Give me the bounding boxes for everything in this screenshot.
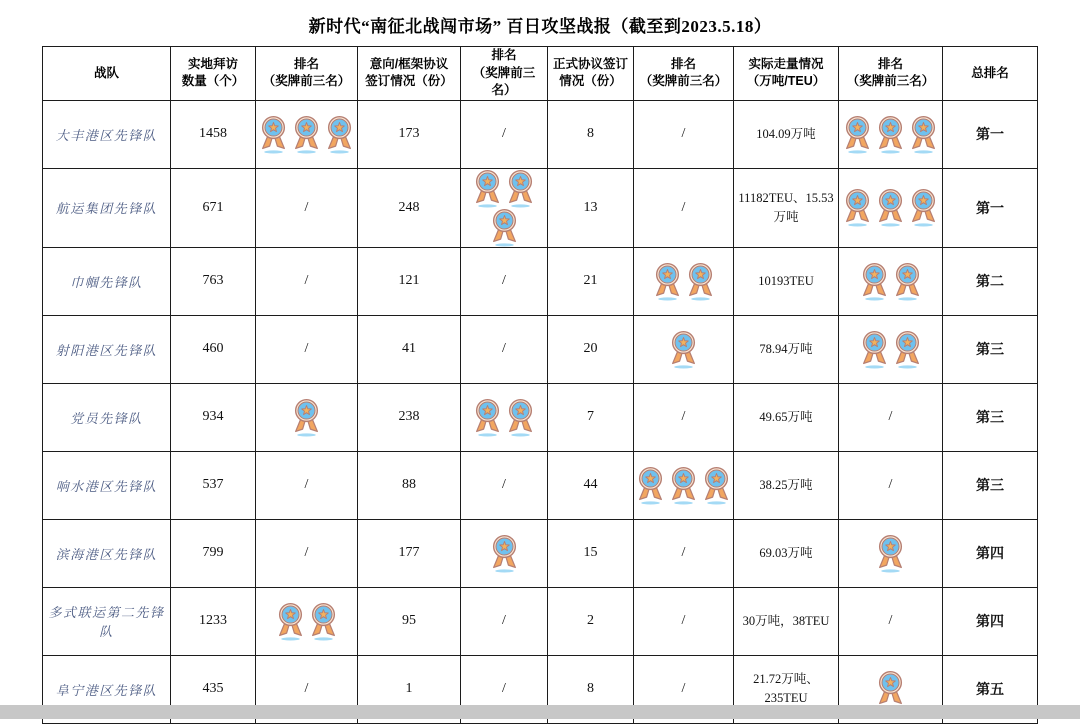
- table-row: [43, 168, 1038, 247]
- overall-rank-cell: 第五: [943, 655, 1038, 723]
- volume-cell: 78.94万吨: [734, 315, 839, 383]
- team-name-cell: 滨海港区先锋队: [43, 519, 171, 587]
- medal-icon: [652, 262, 683, 301]
- medal-icon: [908, 188, 939, 227]
- volume-rank-cell: /: [839, 383, 943, 451]
- visits-count-cell: 934: [171, 383, 256, 451]
- medal-icon: [875, 534, 906, 573]
- intent-agreements-cell: 88: [358, 451, 461, 519]
- medal-icon: [668, 466, 699, 505]
- visits-count-cell: 1458: [171, 100, 256, 168]
- intent-agreements-cell: 173: [358, 100, 461, 168]
- visits-count-cell: 763: [171, 247, 256, 315]
- page-title: 新时代“南征北战闯市场” 百日攻坚战报（截至到2023.5.18）: [308, 17, 772, 36]
- visits-count-cell: 1233: [171, 587, 256, 655]
- intent-rank-cell: /: [461, 655, 548, 723]
- medal-icon: [489, 208, 520, 247]
- formal-rank-cell: /: [634, 383, 734, 451]
- overall-rank-cell: 第三: [943, 383, 1038, 451]
- formal-agreements-cell: 13: [548, 168, 634, 247]
- volume-cell: 30万吨，38TEU: [734, 587, 839, 655]
- formal-agreements-cell: 2: [548, 587, 634, 655]
- intent-rank-cell: /: [461, 587, 548, 655]
- medal-icon: [472, 169, 503, 208]
- intent-agreements-cell: 1: [358, 655, 461, 723]
- formal-rank-cell: [634, 315, 734, 383]
- page-bottom-edge: [0, 705, 1080, 719]
- visits-rank-cell: /: [256, 519, 358, 587]
- intent-rank-cell: [461, 168, 548, 247]
- table-header: [43, 47, 1038, 101]
- medal-icon: [701, 466, 732, 505]
- visits-rank-cell: [256, 100, 358, 168]
- volume-rank-cell: [839, 247, 943, 315]
- overall-rank-cell: 第三: [943, 451, 1038, 519]
- table-row: [43, 587, 1038, 655]
- column-header-8: 排名 （奖牌前三名）: [839, 47, 943, 101]
- medal-icon: [859, 330, 890, 369]
- visits-rank-cell: /: [256, 451, 358, 519]
- formal-rank-cell: /: [634, 519, 734, 587]
- medal-icon: [875, 670, 906, 709]
- intent-agreements-cell: 41: [358, 315, 461, 383]
- visits-count-cell: 671: [171, 168, 256, 247]
- intent-agreements-cell: 238: [358, 383, 461, 451]
- medal-icon: [685, 262, 716, 301]
- formal-agreements-cell: 7: [548, 383, 634, 451]
- table-row: [43, 451, 1038, 519]
- column-header-6: 排名 （奖牌前三名）: [634, 47, 734, 101]
- table-row: [43, 100, 1038, 168]
- volume-rank-cell: [839, 315, 943, 383]
- medal-icon: [291, 115, 322, 154]
- battle-report-table: [42, 46, 1038, 724]
- team-name-cell: 大丰港区先锋队: [43, 100, 171, 168]
- overall-rank-cell: 第三: [943, 315, 1038, 383]
- volume-rank-cell: /: [839, 451, 943, 519]
- medal-icon: [258, 115, 289, 154]
- volume-rank-cell: /: [839, 587, 943, 655]
- column-header-2: 排名 （奖牌前三名）: [256, 47, 358, 101]
- volume-cell: 21.72万吨、235TEU: [734, 655, 839, 723]
- formal-agreements-cell: 8: [548, 100, 634, 168]
- medal-icon: [908, 115, 939, 154]
- volume-rank-cell: [839, 519, 943, 587]
- team-name-cell: 响水港区先锋队: [43, 451, 171, 519]
- volume-cell: 104.09万吨: [734, 100, 839, 168]
- medal-icon: [668, 330, 699, 369]
- medal-icon: [275, 602, 306, 641]
- overall-rank-cell: 第二: [943, 247, 1038, 315]
- volume-cell: 69.03万吨: [734, 519, 839, 587]
- medal-icon: [489, 534, 520, 573]
- medal-icon: [842, 188, 873, 227]
- formal-rank-cell: /: [634, 655, 734, 723]
- team-name-cell: 阜宁港区先锋队: [43, 655, 171, 723]
- visits-count-cell: 435: [171, 655, 256, 723]
- medal-icon: [875, 188, 906, 227]
- team-name-cell: 党员先锋队: [43, 383, 171, 451]
- visits-count-cell: 799: [171, 519, 256, 587]
- formal-agreements-cell: 8: [548, 655, 634, 723]
- team-name-cell: 射阳港区先锋队: [43, 315, 171, 383]
- visits-rank-cell: [256, 383, 358, 451]
- visits-count-cell: 537: [171, 451, 256, 519]
- header-row: [43, 47, 1038, 101]
- visits-rank-cell: [256, 587, 358, 655]
- visits-count-cell: 460: [171, 315, 256, 383]
- medal-icon: [842, 115, 873, 154]
- visits-rank-cell: /: [256, 247, 358, 315]
- table-row: [43, 247, 1038, 315]
- overall-rank-cell: 第一: [943, 168, 1038, 247]
- column-header-1: 实地拜访 数量（个）: [171, 47, 256, 101]
- medal-icon: [505, 398, 536, 437]
- formal-rank-cell: [634, 451, 734, 519]
- formal-agreements-cell: 20: [548, 315, 634, 383]
- medal-icon: [472, 398, 503, 437]
- medal-icon: [875, 115, 906, 154]
- visits-rank-cell: /: [256, 168, 358, 247]
- intent-agreements-cell: 121: [358, 247, 461, 315]
- formal-rank-cell: /: [634, 168, 734, 247]
- column-header-7: 实际走量情况 （万吨/TEU）: [734, 47, 839, 101]
- intent-rank-cell: /: [461, 451, 548, 519]
- visits-rank-cell: /: [256, 655, 358, 723]
- intent-rank-cell: /: [461, 247, 548, 315]
- intent-rank-cell: [461, 519, 548, 587]
- overall-rank-cell: 第四: [943, 587, 1038, 655]
- formal-rank-cell: /: [634, 587, 734, 655]
- column-header-4: 排名 （奖牌前三名）: [461, 47, 548, 101]
- formal-rank-cell: [634, 247, 734, 315]
- intent-agreements-cell: 177: [358, 519, 461, 587]
- volume-cell: 11182TEU、15.53万吨: [734, 168, 839, 247]
- medal-icon: [892, 330, 923, 369]
- team-name-cell: 巾帼先锋队: [43, 247, 171, 315]
- medal-icon: [505, 169, 536, 208]
- medal-icon: [291, 398, 322, 437]
- volume-rank-cell: [839, 168, 943, 247]
- formal-agreements-cell: 21: [548, 247, 634, 315]
- volume-cell: 10193TEU: [734, 247, 839, 315]
- intent-rank-cell: /: [461, 100, 548, 168]
- formal-agreements-cell: 44: [548, 451, 634, 519]
- intent-rank-cell: /: [461, 315, 548, 383]
- medal-icon: [859, 262, 890, 301]
- formal-rank-cell: /: [634, 100, 734, 168]
- medal-icon: [892, 262, 923, 301]
- column-header-9: 总排名: [943, 47, 1038, 101]
- overall-rank-cell: 第一: [943, 100, 1038, 168]
- column-header-0: 战队: [43, 47, 171, 101]
- team-name-cell: 多式联运第二先锋队: [43, 587, 171, 655]
- visits-rank-cell: /: [256, 315, 358, 383]
- table-body: [43, 100, 1038, 723]
- column-header-3: 意向/框架协议 签订情况（份）: [358, 47, 461, 101]
- medal-icon: [635, 466, 666, 505]
- volume-cell: 49.65万吨: [734, 383, 839, 451]
- medal-icon: [324, 115, 355, 154]
- column-header-5: 正式协议签订 情况（份）: [548, 47, 634, 101]
- table-row: [43, 383, 1038, 451]
- team-name-cell: 航运集团先锋队: [43, 168, 171, 247]
- table-row: [43, 519, 1038, 587]
- intent-agreements-cell: 248: [358, 168, 461, 247]
- table-row: [43, 315, 1038, 383]
- volume-rank-cell: [839, 100, 943, 168]
- medal-icon: [308, 602, 339, 641]
- intent-agreements-cell: 95: [358, 587, 461, 655]
- intent-rank-cell: [461, 383, 548, 451]
- volume-cell: 38.25万吨: [734, 451, 839, 519]
- formal-agreements-cell: 15: [548, 519, 634, 587]
- overall-rank-cell: 第四: [943, 519, 1038, 587]
